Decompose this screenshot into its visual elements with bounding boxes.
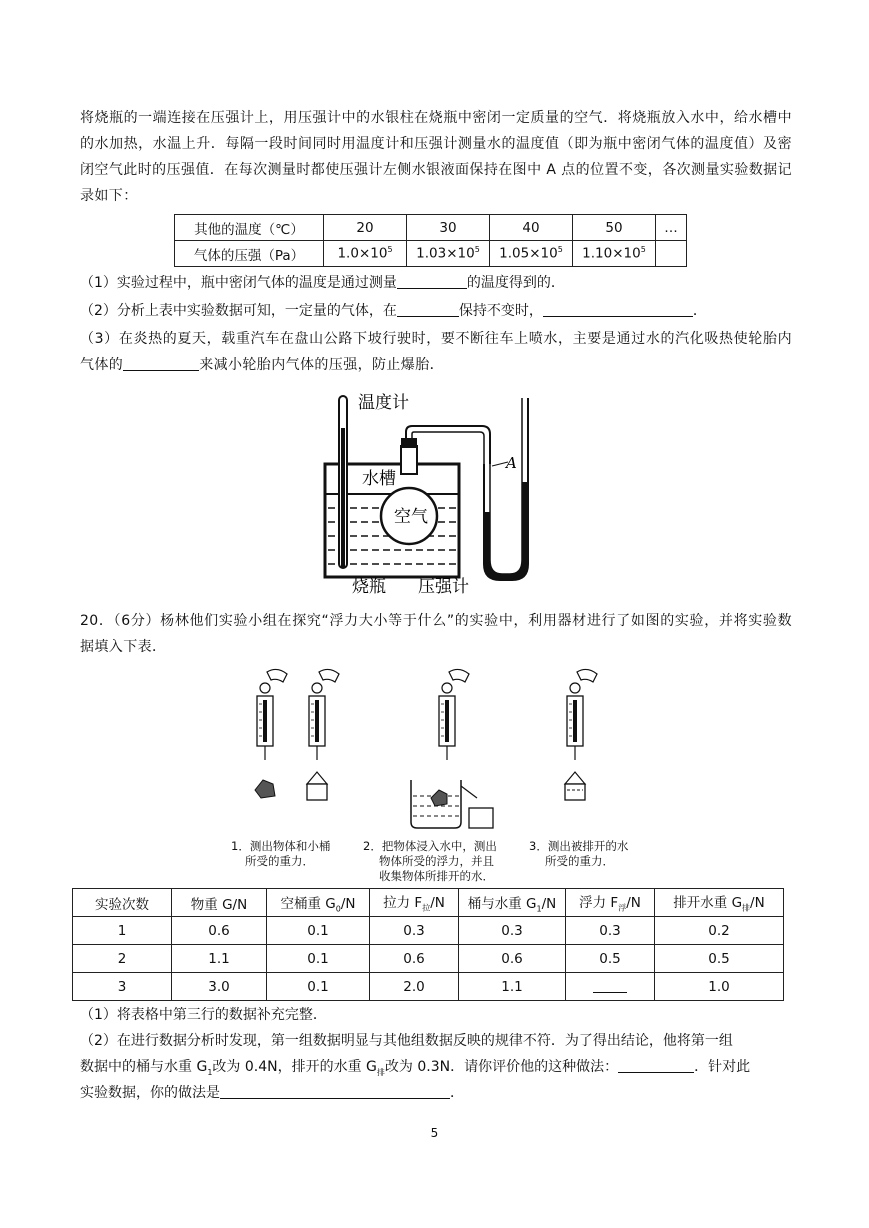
- bucket-icon: [565, 784, 585, 800]
- header-cell: 桶与水重 $G_1/N$: [459, 889, 566, 917]
- header-cell: 浮力 $F_浮/N$: [566, 889, 655, 917]
- cell-temp: 40: [490, 215, 573, 241]
- answer-blank[interactable]: [543, 300, 693, 317]
- table-cell: 0.6: [370, 945, 459, 973]
- row-label-temperature: 其他的温度（℃）: [175, 215, 324, 241]
- table-row: [175, 241, 687, 267]
- table-row: [73, 973, 784, 1001]
- table-cell: 1.1: [459, 973, 566, 1001]
- pressure-apparatus-figure: [320, 388, 560, 598]
- buoyancy-data-table: [72, 888, 784, 1001]
- cell-pressure: $1.05\times 10^5$: [490, 241, 573, 267]
- table-cell: 0.5: [655, 945, 784, 973]
- cell-empty: [656, 241, 687, 267]
- answer-blank[interactable]: [397, 272, 467, 289]
- table-row: [73, 917, 784, 945]
- temperature-pressure-table: [174, 214, 687, 267]
- table-cell: 0.5: [566, 945, 655, 973]
- answer-blank[interactable]: [618, 1056, 694, 1073]
- caption-step-3: 所受的重力．: [545, 854, 614, 868]
- question-20-intro: 20．（6分）杨林他们实验小组在探究“浮力大小等于什么”的实验中，利用器材进行了如图的实验，并将实验数据填入下表．: [80, 613, 792, 655]
- flask-neck: [401, 446, 417, 474]
- question-20-1: （1）将表格中第三行的数据补充完整．: [80, 1007, 327, 1023]
- table-cell: 0.1: [267, 945, 370, 973]
- table-cell: 0.3: [370, 917, 459, 945]
- table-cell: 3: [73, 973, 172, 1001]
- table-cell: 0.3: [459, 917, 566, 945]
- buoyancy-experiment-figure: [225, 668, 655, 888]
- caption-step-1: 1．测出物体和小桶: [231, 839, 331, 853]
- header-cell: 物重 G/N: [172, 889, 267, 917]
- spring-scale-icon: [411, 669, 493, 828]
- table-cell: 2: [73, 945, 172, 973]
- table-cell: 0.3: [566, 917, 655, 945]
- cell-pressure: $1.10\times 10^5$: [573, 241, 656, 267]
- cell-temp: 30: [407, 215, 490, 241]
- cell-pressure: $1.0\times 10^5$: [324, 241, 407, 267]
- flask-label: 烧瓶: [352, 577, 386, 597]
- spring-scale-icon: [565, 669, 597, 800]
- table-cell: 1.1: [172, 945, 267, 973]
- spring-scale-icon: [255, 669, 287, 798]
- table-cell: 1.0: [655, 973, 784, 1001]
- page-number: 5: [430, 1126, 439, 1140]
- table-row: [73, 945, 784, 973]
- table-cell: 0.6: [459, 945, 566, 973]
- answer-blank[interactable]: [123, 354, 199, 371]
- table-cell: 0.1: [267, 917, 370, 945]
- cell-temp: 50: [573, 215, 656, 241]
- header-cell: 拉力 $F_拉/N$: [370, 889, 459, 917]
- table-row: [175, 215, 687, 241]
- table-cell-blank[interactable]: [566, 973, 655, 1001]
- point-a-label: A: [506, 454, 517, 472]
- gauge-label: 压强计: [418, 577, 469, 597]
- caption-step-3: 3．测出被排开的水: [529, 839, 629, 853]
- table-cell: 0.2: [655, 917, 784, 945]
- header-cell: 空桶重 $G_0/N$: [267, 889, 370, 917]
- bucket-icon: [307, 784, 327, 800]
- question-19-3: （3）在炎热的夏天，载重汽车在盘山公路下坡行驶时，要不断往车上喷水，主要是通过水的汽化吸热使轮胎内气体的 来减小轮胎内气体的压强，防止爆胎．: [80, 331, 792, 373]
- caption-step-1: 所受的重力．: [245, 854, 314, 868]
- question-20-2-line2: 数据中的桶与水重 $G_1$改为 0.4N，排开的水重 $G_排$改为 0.3N．请你评价他的这种做法： ．针对此: [80, 1056, 750, 1084]
- caption-step-2: 收集物体所排开的水．: [379, 869, 494, 883]
- caption-step-2: 物体所受的浮力，并且: [379, 854, 494, 868]
- caption-step-2: 2．把物体浸入水中，测出: [363, 839, 497, 853]
- header-cell: 排开水重 $G_排/N$: [655, 889, 784, 917]
- header-cell: 实验次数: [73, 889, 172, 917]
- table-cell: 0.1: [267, 973, 370, 1001]
- table-cell: 2.0: [370, 973, 459, 1001]
- air-label: 空气: [394, 507, 428, 527]
- cell-ellipsis: …: [656, 215, 687, 241]
- intro-paragraph: 将烧瓶的一端连接在压强计上，用压强计中的水银柱在烧瓶中密闭一定质量的空气．将烧瓶放入水中，给水槽中的水加热，水温上升．每隔一段时间同时用温度计和压强计测量水的温度值（即为瓶中密闭气体的温度值）及密闭空气此时的压强值．在每次测量时都使压强计左侧水银液面保持在图中 A 点的位置不变，各次测量实验数据记录如下：: [80, 110, 792, 204]
- cell-pressure: $1.03\times 10^5$: [407, 241, 490, 267]
- table-cell: 3.0: [172, 973, 267, 1001]
- answer-blank[interactable]: [220, 1082, 450, 1099]
- table-cell: 1: [73, 917, 172, 945]
- table-cell: 0.6: [172, 917, 267, 945]
- question-20-2-line3: 实验数据，你的做法是 ．: [80, 1082, 464, 1104]
- tank-label: 水槽: [362, 469, 396, 489]
- question-19-1: （1）实验过程中，瓶中密闭气体的温度是通过测量 的温度得到的．: [80, 272, 565, 294]
- cell-temp: 20: [324, 215, 407, 241]
- answer-blank[interactable]: [593, 980, 627, 993]
- row-label-pressure: 气体的压强（Pa）: [175, 241, 324, 267]
- object-icon: [255, 780, 275, 798]
- table-header-row: [73, 889, 784, 917]
- spring-scale-icon: [307, 669, 339, 800]
- question-19-2: （2）分析上表中实验数据可知，一定量的气体，在 保持不变时， ．: [80, 300, 707, 322]
- thermometer-label: 温度计: [358, 393, 409, 413]
- answer-blank[interactable]: [397, 300, 459, 317]
- bucket-icon: [469, 808, 493, 828]
- question-20-2-line1: （2）在进行数据分析时发现，第一组数据明显与其他组数据反映的规律不符．为了得出结论，他将第一组: [80, 1033, 733, 1049]
